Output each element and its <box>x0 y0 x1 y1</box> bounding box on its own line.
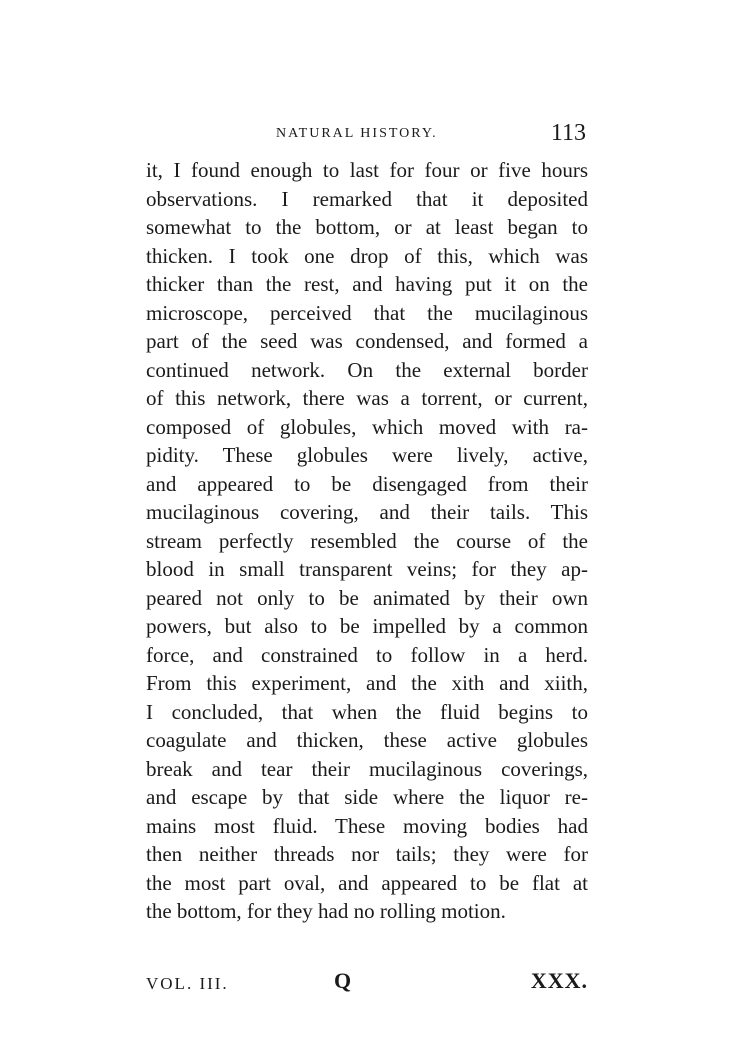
text-line: force, and constrained to follow in a herd. <box>146 642 588 667</box>
text-line: and escape by that side where the liquor re- <box>146 785 588 809</box>
text-line: From this experiment, and the xith and xiith, <box>146 671 588 695</box>
book-page <box>146 110 588 1010</box>
text-line: then neither threads nor tails; they were for <box>146 842 588 866</box>
text-line: somewhat to the bottom, or at least began to <box>146 215 588 239</box>
text-line: mucilaginous covering, and their tails. This <box>146 500 588 524</box>
text-line: I concluded, that when the fluid begins to <box>146 699 588 724</box>
text-line: blood in small transparent veins; for they ap- <box>146 557 588 581</box>
page-footer <box>146 968 588 998</box>
volume-marker: VOL. III. <box>146 974 229 993</box>
text-line: coagulate and thicken, these active globules <box>146 728 588 752</box>
running-title: NATURAL HISTORY. <box>276 126 438 141</box>
text-line: mains most fluid. These moving bodies had <box>146 813 588 838</box>
text-line: observations. I remarked that it deposited <box>146 186 588 211</box>
text-line-last: the bottom, for they had no rolling motion. <box>146 899 506 923</box>
text-line: peared not only to be animated by their own <box>146 585 588 610</box>
text-line: powers, but also to be impelled by a common <box>146 614 588 638</box>
text-line: composed of globules, which moved with ra- <box>146 414 588 439</box>
text-line: it, I found enough to last for four or five hours <box>146 158 588 182</box>
text-line: microscope, perceived that the mucilaginous <box>146 300 588 325</box>
text-line: break and tear their mucilaginous coverings, <box>146 756 588 781</box>
text-line: stream perfectly resembled the course of the <box>146 528 588 553</box>
text-line: continued network. On the external border <box>146 357 588 382</box>
text-line: pidity. These globules were lively, active, <box>146 443 588 467</box>
text-line: thicken. I took one drop of this, which was <box>146 243 588 268</box>
catchword: XXX. <box>530 968 588 993</box>
running-head <box>146 120 588 150</box>
body-text <box>146 156 588 926</box>
signature-mark: Q <box>334 968 352 993</box>
page-number: 113 <box>550 120 586 146</box>
text-line: part of the seed was condensed, and formed a <box>146 329 588 353</box>
text-line: and appeared to be disengaged from their <box>146 471 588 496</box>
text-line: of this network, there was a torrent, or current, <box>146 386 588 410</box>
text-line: thicker than the rest, and having put it on the <box>146 272 588 296</box>
text-line: the most part oval, and appeared to be flat at <box>146 870 588 895</box>
